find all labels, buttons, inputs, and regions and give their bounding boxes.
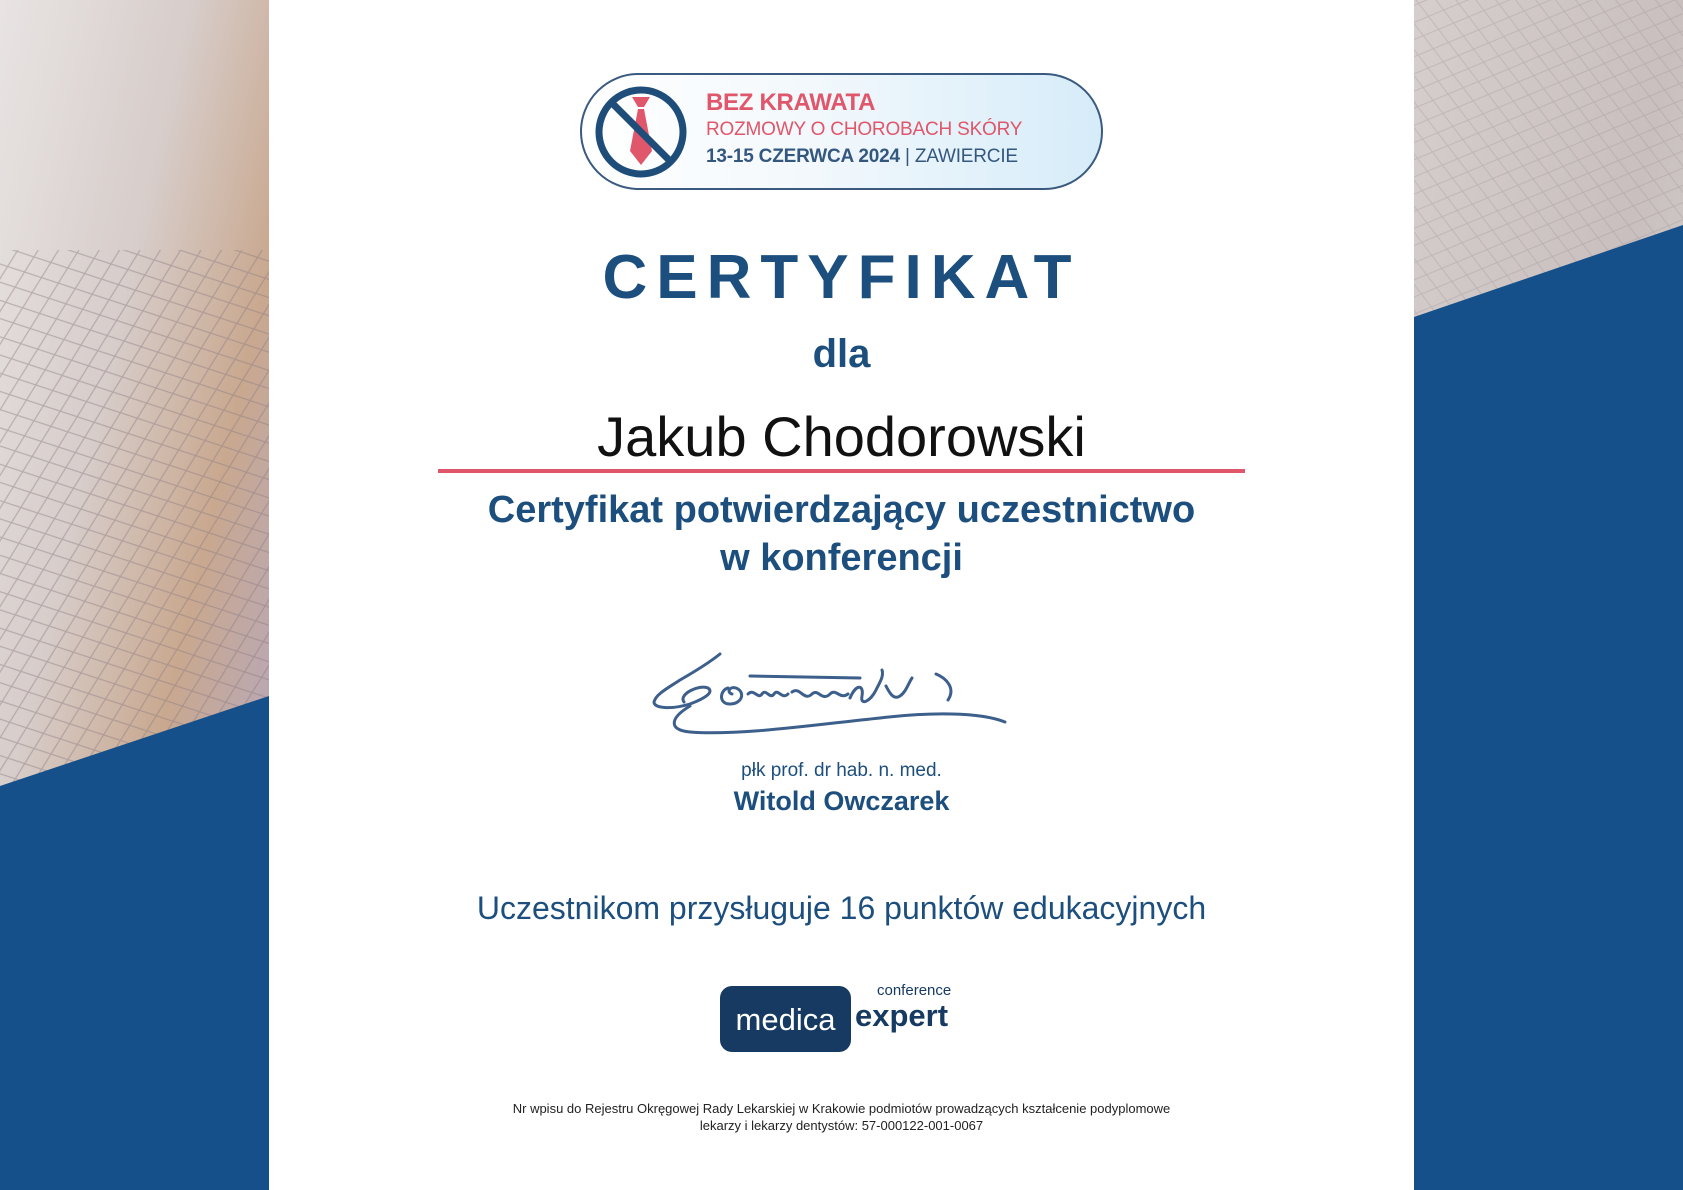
description-line-1: Certyfikat potwierdzający uczestnictwo [487,489,1196,531]
left-decorative-panel [0,0,277,1190]
logo-box [720,986,851,1052]
certificate-for: dla [812,332,871,376]
badge-separator: | [904,146,910,167]
name-underline [438,469,1245,473]
event-badge [580,73,1103,190]
badge-date-line [706,146,1022,168]
signatory-name: Witold Owczarek [733,786,950,816]
recipient-name: Jakub Chodorowski [597,405,1086,468]
logo-conference: conference [877,982,952,999]
logo-medica: medica [735,1002,836,1037]
footer-line-1: Nr wpisu do Rejestru Okręgowej Rady Lekarskiej w Krakowie podmiotów prowadzących kształcenie podyplomowe [512,1101,1171,1116]
badge-place: ZAWIERCIE [914,146,1018,167]
certificate-description [0,486,1683,582]
medica-expert-logo [720,982,970,1054]
skin-texture-image [1406,0,1683,1190]
footer-line-2: lekarzy i lekarzy dentystów: 57-000122-001-0067 [699,1118,984,1133]
badge-title: BEZ KRAWATA [706,89,876,116]
registry-footer [0,1100,1683,1134]
education-points: Uczestnikom przysługuje 16 punktów edukacyjnych [476,890,1207,926]
logo-expert: expert [855,998,949,1033]
signatory-role: płk prof. dr hab. n. med. [741,760,942,781]
handwritten-signature [650,648,1035,744]
no-tie-icon [594,85,688,179]
badge-dates: 13-15 CZERWCA 2024 [706,146,900,167]
badge-subtitle: ROZMOWY O CHOROBACH SKÓRY [706,119,1023,140]
skin-texture-image [0,0,277,1190]
description-line-2: w konferencji [720,537,963,579]
right-decorative-panel [1406,0,1683,1190]
certificate-title: CERTYFIKAT [602,243,1081,312]
